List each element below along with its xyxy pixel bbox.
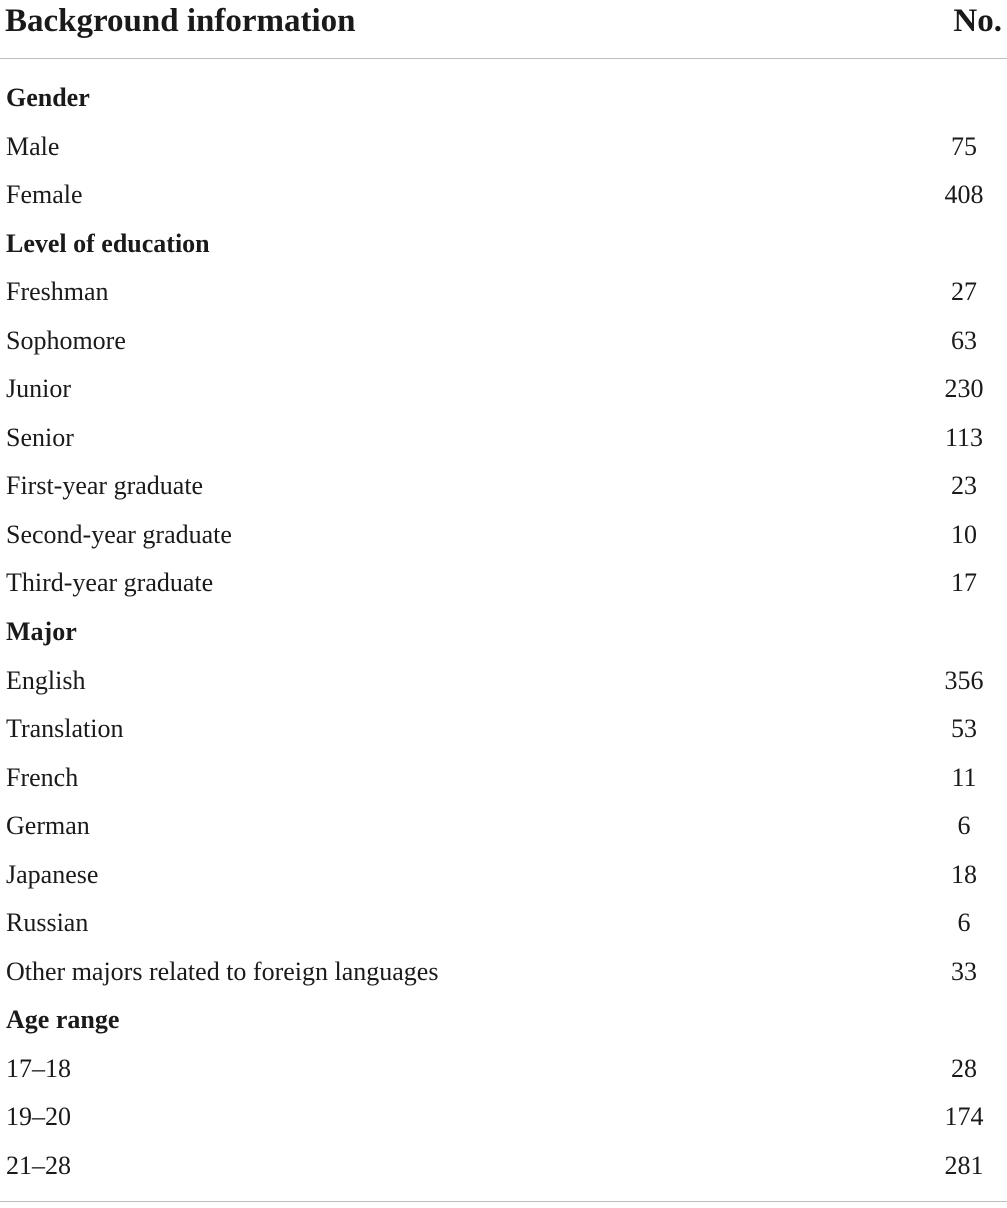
- bottom-rule: [0, 1201, 1007, 1202]
- row-value: 63: [951, 325, 977, 355]
- row-label: Translation: [6, 714, 124, 744]
- row-value: 11: [951, 762, 977, 792]
- table-row: [0, 899, 1007, 948]
- table-row: [0, 1093, 1007, 1142]
- row-value: 6: [957, 908, 971, 938]
- header-label: Background information: [5, 3, 356, 39]
- section-label: Level of education: [6, 228, 210, 258]
- header-value: No.: [953, 3, 1002, 39]
- row-label: Other majors related to foreign languages: [6, 956, 439, 986]
- row-value: 10: [951, 519, 977, 549]
- table-row: [0, 268, 1007, 317]
- table-row: [0, 851, 1007, 900]
- section-header-row: [0, 608, 1007, 657]
- row-value: 408: [944, 180, 984, 210]
- row-label: Sophomore: [6, 325, 126, 355]
- row-value: 230: [944, 374, 984, 404]
- row-value: 28: [951, 1053, 977, 1083]
- row-label: First-year graduate: [6, 471, 204, 501]
- row-label: Male: [6, 131, 60, 161]
- row-label: Junior: [6, 374, 71, 404]
- table-header: [0, 0, 1007, 59]
- row-value: 33: [951, 956, 977, 986]
- section-label: Major: [6, 617, 77, 647]
- row-value: 281: [944, 1151, 984, 1181]
- table-row: [0, 365, 1007, 414]
- table-row: [0, 754, 1007, 803]
- row-value: 23: [951, 471, 977, 501]
- table-row: [0, 948, 1007, 997]
- row-label: Second-year graduate: [6, 519, 232, 549]
- section-label: Age range: [6, 1005, 120, 1035]
- row-value: 356: [944, 665, 984, 695]
- row-value: 27: [951, 277, 977, 307]
- row-value: 113: [944, 422, 984, 452]
- table-row: [0, 123, 1007, 172]
- table-row: [0, 657, 1007, 706]
- table-row: [0, 705, 1007, 754]
- table-row: [0, 317, 1007, 366]
- row-label: English: [6, 665, 86, 695]
- row-label: Third-year graduate: [6, 568, 214, 598]
- row-label: Japanese: [6, 859, 99, 889]
- row-value: 6: [957, 811, 971, 841]
- row-label: Freshman: [6, 277, 109, 307]
- table-row: [0, 1142, 1007, 1191]
- row-value: 53: [951, 714, 977, 744]
- row-value: 18: [951, 859, 977, 889]
- section-header-row: [0, 74, 1007, 123]
- row-label: 17–18: [6, 1053, 71, 1083]
- row-label: Female: [6, 180, 83, 210]
- row-value: 75: [951, 131, 977, 161]
- section-label: Gender: [6, 83, 90, 112]
- table-row: [0, 511, 1007, 560]
- table-row: [0, 802, 1007, 851]
- row-label: French: [6, 762, 79, 792]
- row-label: Russian: [6, 908, 89, 938]
- table-body: [0, 74, 1007, 1191]
- row-label: German: [6, 811, 90, 841]
- table-row: [0, 559, 1007, 608]
- section-header-row: [0, 220, 1007, 269]
- table-row: [0, 462, 1007, 511]
- table-row: [0, 1045, 1007, 1094]
- section-header-row: [0, 996, 1007, 1045]
- row-label: 21–28: [6, 1151, 71, 1181]
- row-label: 19–20: [6, 1102, 71, 1132]
- table-row: [0, 414, 1007, 463]
- row-value: 174: [944, 1102, 984, 1132]
- row-label: Senior: [6, 422, 74, 452]
- row-value: 17: [951, 568, 977, 598]
- table-row: [0, 171, 1007, 220]
